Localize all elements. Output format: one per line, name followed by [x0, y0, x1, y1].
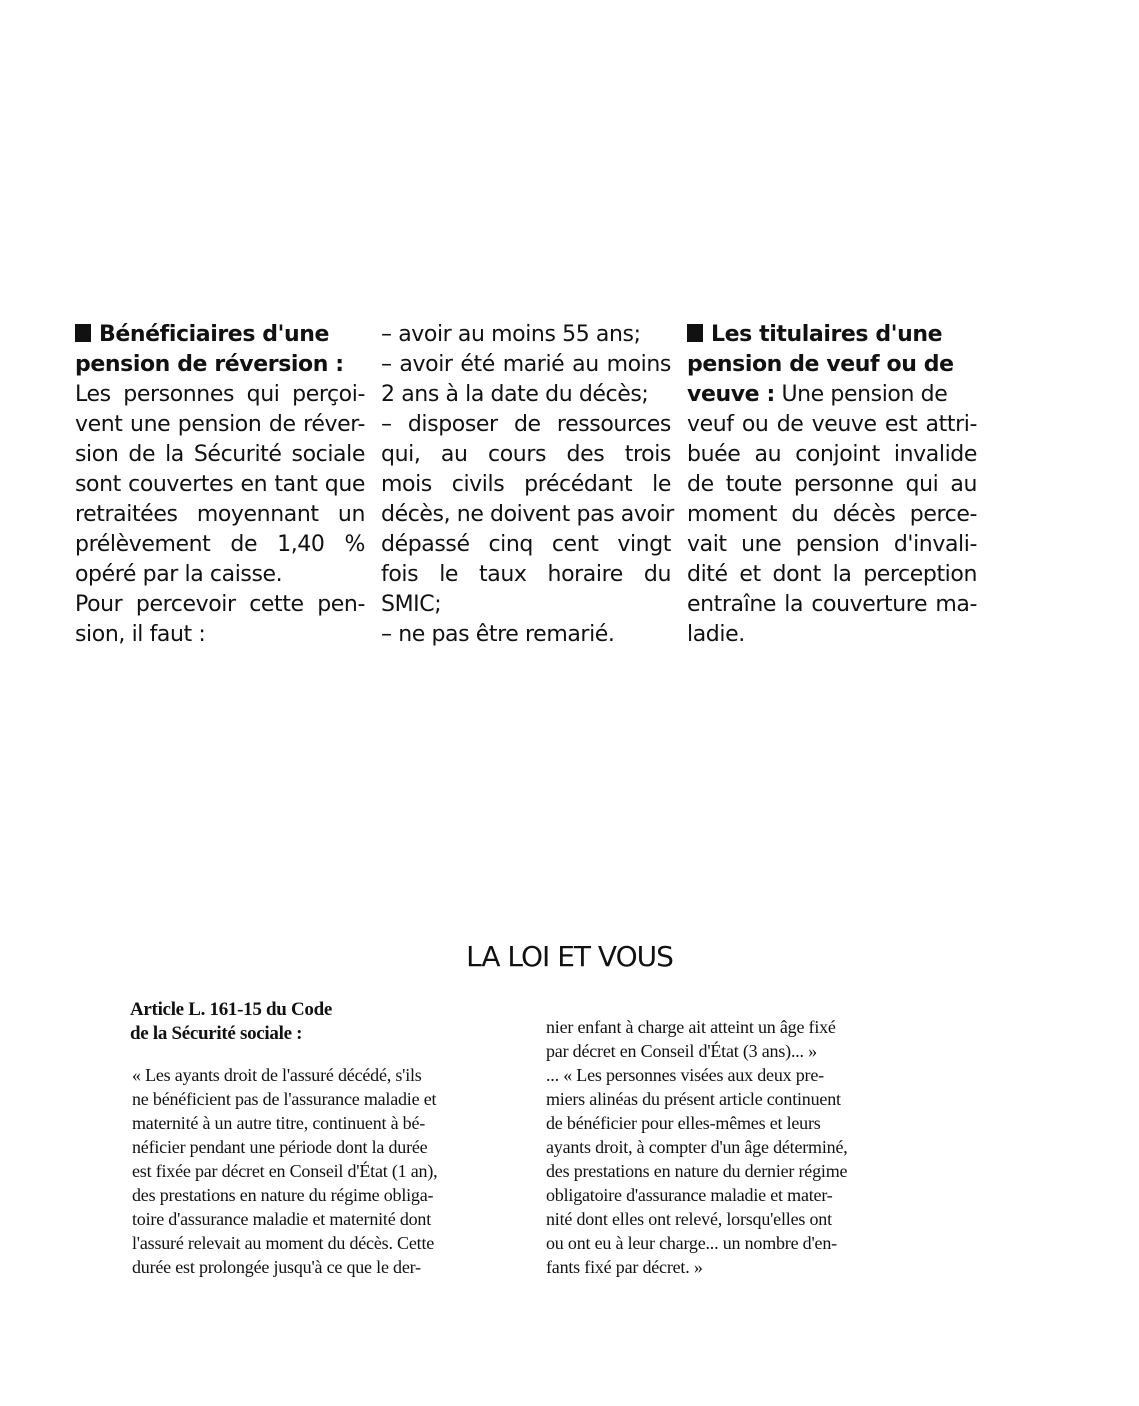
text-line: sont couvertes en tant que [75, 472, 365, 497]
heading-line: Bénéficiaires d'une [99, 322, 330, 347]
text-line: par décret en Conseil d'État (3 ans)... » [546, 1041, 817, 1061]
paragraph-conditions-intro [75, 590, 365, 650]
text-line: des prestations en nature du régime obliga- [132, 1185, 434, 1205]
text-line: fois le taux horaire du [381, 562, 671, 587]
text-line: toire d'assurance maladie et maternité dont [132, 1209, 432, 1229]
text-line: nier enfant à charge ait atteint un âge fixé [546, 1017, 836, 1037]
column-veuf-veuve [687, 320, 977, 650]
heading-reversion [75, 320, 365, 380]
text-line: entraîne la couverture ma- [687, 592, 977, 617]
text-line: opéré par la caisse. [75, 562, 283, 587]
column-conditions [381, 320, 674, 650]
text-line: vait une pension d'invali- [687, 532, 977, 557]
article-heading [130, 998, 430, 1046]
text-line: des prestations en nature du dernier régime [546, 1161, 848, 1181]
text-line: fants fixé par décret. » [546, 1257, 703, 1277]
heading-line: pension de réversion : [75, 352, 344, 377]
heading-line: Article L. 161-15 du Code [130, 999, 333, 1020]
text-line: nité dont elles ont relevé, lorsqu'elles ont [546, 1209, 832, 1229]
text-line: obligatoire d'assurance maladie et mater- [546, 1185, 833, 1205]
text-line: ... « Les personnes visées aux deux pre- [546, 1065, 824, 1085]
heading-line: Les titulaires d'une [711, 322, 943, 347]
text-line: miers alinéas du présent article continuent [546, 1089, 841, 1109]
text-line: maternité à un autre titre, continuent à bé- [132, 1113, 426, 1133]
paragraph-reversion [75, 380, 365, 590]
text-line: néficier pendant une période dont la durée [132, 1137, 428, 1157]
text-line: de toute personne qui au [687, 472, 977, 497]
text-line: – avoir au moins 55 ans; [381, 322, 641, 347]
text-line: – ne pas être remarié. [381, 622, 615, 647]
text-line: SMIC; [381, 592, 442, 617]
text-line: prélèvement de 1,40 % [75, 532, 365, 557]
text-line: ou ont eu à leur charge... un nombre d'en- [546, 1233, 837, 1253]
text-line: ayants droit, à compter d'un âge déterminé, [546, 1137, 848, 1157]
text-line: l'assuré relevait au moment du décès. Cette [132, 1233, 435, 1253]
text-line: Une pension de [781, 382, 948, 407]
text-line: qui, au cours des trois [381, 442, 671, 467]
bullet-square-icon [75, 324, 91, 342]
text-line: 2 ans à la date du décès; [381, 382, 649, 407]
heading-line: pension de veuf ou de [687, 352, 954, 377]
text-line: retraitées moyennant un [75, 502, 365, 527]
text-line: veuf ou de veuve est attri- [687, 412, 977, 437]
text-line: décès, ne doivent pas avoir [381, 502, 674, 527]
text-line: de bénéficier pour elles-mêmes et leurs [546, 1113, 821, 1133]
text-line: « Les ayants droit de l'assuré décédé, s'ils [132, 1065, 422, 1085]
text-line: – disposer de ressources [381, 412, 671, 437]
column-reversion [75, 320, 365, 650]
text-line: est fixée par décret en Conseil d'État (1 an), [132, 1161, 438, 1181]
text-line: – avoir été marié au moins [381, 352, 671, 377]
text-line: Pour percevoir cette pen- [75, 592, 365, 617]
text-line: sion de la Sécurité sociale [75, 442, 365, 467]
text-line: mois civils précédant le [381, 472, 671, 497]
section-title: LA LOI ET VOUS [466, 940, 673, 973]
text-line: sion, il faut : [75, 622, 206, 647]
text-line: moment du décès perce- [687, 502, 977, 527]
text-line: vent une pension de réver- [75, 412, 365, 437]
heading-line: veuve : [687, 382, 775, 407]
text-line: dépassé cinq cent vingt [381, 532, 671, 557]
text-line: buée au conjoint invalide [687, 442, 977, 467]
text-line: dité et dont la perception [687, 562, 977, 587]
text-line: ladie. [687, 622, 745, 647]
heading-line: de la Sécurité sociale : [130, 1023, 303, 1044]
law-column-left [132, 1063, 502, 1279]
text-line: durée est prolongée jusqu'à ce que le der- [132, 1257, 421, 1277]
text-line: Les personnes qui perçoi- [75, 382, 365, 407]
bullet-square-icon [687, 324, 703, 342]
law-column-right [546, 1015, 916, 1279]
text-line: ne bénéficient pas de l'assurance maladie et [132, 1089, 437, 1109]
